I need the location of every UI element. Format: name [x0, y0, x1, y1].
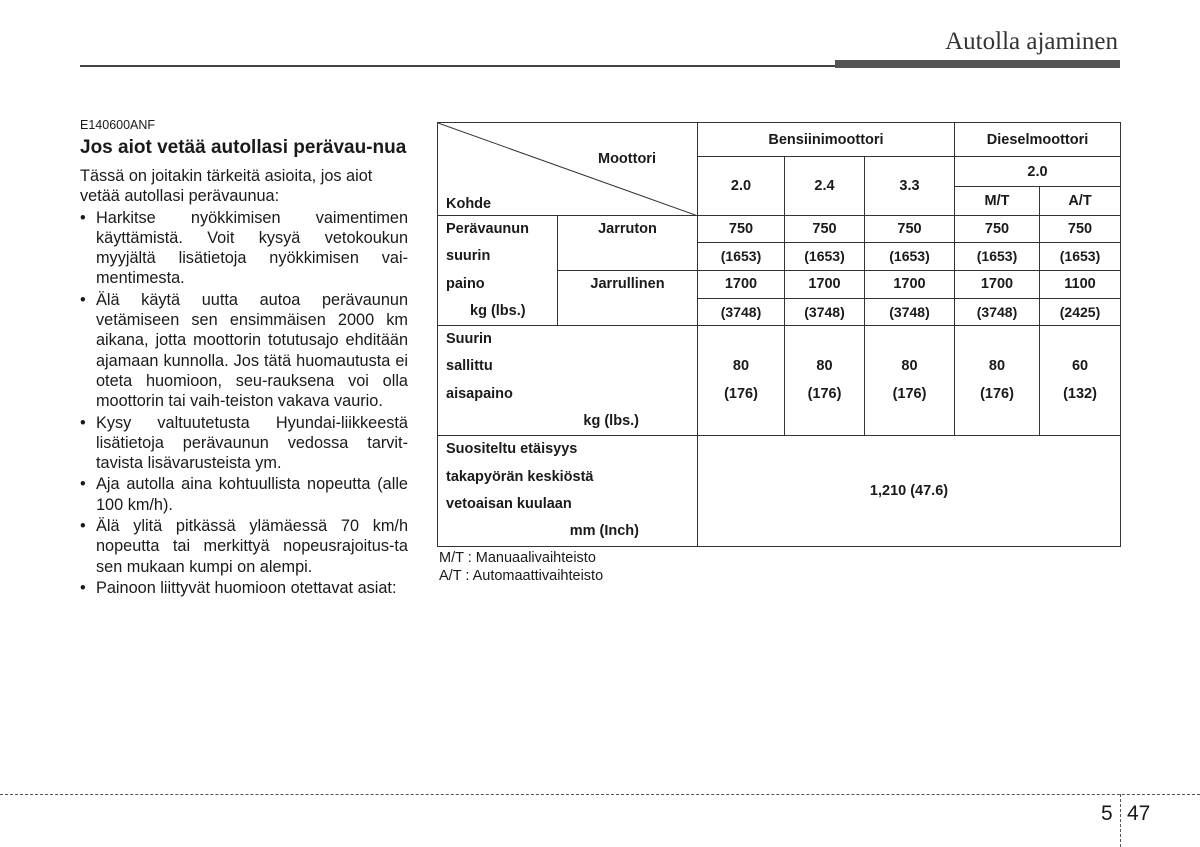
table-cell: 1700: [865, 270, 955, 298]
table-cell: (3748): [698, 298, 785, 325]
list-item: • Älä ylitä pitkässä ylämäessä 70 km/h nopeutta tai merkittyä nopeusrajoitus-ta sen mukaan kumpi on alempi.: [80, 516, 408, 577]
left-column: [80, 118, 408, 599]
advice-list: [80, 208, 408, 599]
transmission-header: M/T: [955, 187, 1040, 216]
table-cell: 80 (176): [785, 326, 865, 436]
towing-specs-table: [437, 122, 1121, 547]
table-cell: (3748): [865, 298, 955, 325]
table-cell: 750: [1040, 216, 1121, 243]
table-cell: 60 (132): [1040, 326, 1121, 436]
intro-paragraph: Tässä on joitakin tärkeitä asioita, jos aiot vetää autollasi perävaunua:: [80, 167, 373, 206]
table-cell: 750: [865, 216, 955, 243]
list-item: • Kysy valtuutetusta Hyundai-liikkeestä lisätietoja perävaunun vedossa tarvit-tavista lisävarusteista ym.: [80, 413, 408, 474]
table-cell: (1653): [785, 243, 865, 270]
table-cell: (1653): [955, 243, 1040, 270]
distance-value: 1,210 (47.6): [698, 436, 1121, 546]
tongue-weight-label: Suurin sallittu aisapaino kg (lbs.): [438, 326, 698, 436]
list-item: • Painoon liittyvät huomioon otettavat asiat:: [80, 578, 408, 598]
legend-line: A/T : Automaattivaihteisto: [439, 568, 604, 584]
unbraked-label: Jarruton: [558, 216, 698, 271]
header-rule-bar: [835, 60, 1120, 68]
footer-dashed-divider: [1120, 794, 1121, 847]
table-cell: (1653): [865, 243, 955, 270]
petrol-group-header: Bensiinimoottori: [698, 123, 955, 157]
table-cell: 80 (176): [698, 326, 785, 436]
diesel-group-header: Dieselmoottori: [955, 123, 1121, 157]
section-heading-text: Jos aiot vetää autollasi perävau-nua: [80, 137, 407, 158]
header-rule: [80, 65, 835, 67]
corner-header-cell: [438, 123, 698, 216]
table-row: [438, 326, 1121, 436]
table-row: [438, 436, 1121, 546]
diesel-engine-header: 2.0: [955, 157, 1121, 187]
table-cell: (3748): [955, 298, 1040, 325]
distance-label: Suositeltu etäisyys takapyörän keskiöstä vetoaisan kuulaan mm (Inch): [438, 436, 698, 546]
table-row: [438, 216, 1121, 243]
table-cell: 1700: [698, 270, 785, 298]
table-cell: (1653): [1040, 243, 1121, 270]
footer-dashed-rule: [0, 794, 1200, 795]
table-cell: 1700: [785, 270, 865, 298]
corner-top-label: Moottori: [598, 151, 656, 167]
legend-line: M/T : Manuaalivaihteisto: [439, 550, 596, 566]
braked-label: Jarrullinen: [558, 270, 698, 326]
page-number: 47: [1127, 802, 1151, 825]
engine-header: 2.4: [785, 157, 865, 216]
engine-header: 2.0: [698, 157, 785, 216]
table-cell: (2425): [1040, 298, 1121, 325]
table-cell: 80 (176): [865, 326, 955, 436]
table-cell: 1100: [1040, 270, 1121, 298]
table-cell: 1700: [955, 270, 1040, 298]
page-section-number: 5: [1101, 802, 1113, 825]
running-header: Autolla ajaminen: [945, 28, 1118, 55]
table-legend: [439, 549, 603, 585]
corner-bottom-label: Kohde: [446, 196, 492, 212]
list-item: • Harkitse nyökkimisen vaimentimen käyttämistä. Voit kysyä vetokoukun myyjältä lisätietoja nyökkimisen vai-mentimesta.: [80, 208, 408, 289]
list-item: • Aja autolla aina kohtuullista nopeutta (alle 100 km/h).: [80, 474, 408, 515]
section-code: E140600ANF: [80, 118, 156, 132]
section-heading: [80, 138, 408, 158]
transmission-header: A/T: [1040, 187, 1121, 216]
engine-header: 3.3: [865, 157, 955, 216]
table-cell: 750: [955, 216, 1040, 243]
table-cell: 750: [698, 216, 785, 243]
table-cell: 80 (176): [955, 326, 1040, 436]
table-cell: (1653): [698, 243, 785, 270]
trailer-weight-label: Perävaunun suurin paino kg (lbs.): [438, 216, 558, 326]
list-item: • Älä käytä uutta autoa perävaunun vetämiseen sen ensimmäisen 2000 km aikana, jotta moottorin totutusajo ehditään ajamaan kunnolla. Jos tätä huomautusta ei oteta huomioon, seu-rauksena voi olla moottorin tai vaih-teiston vakava vaurio.: [80, 290, 408, 412]
table-cell: 750: [785, 216, 865, 243]
table-cell: (3748): [785, 298, 865, 325]
